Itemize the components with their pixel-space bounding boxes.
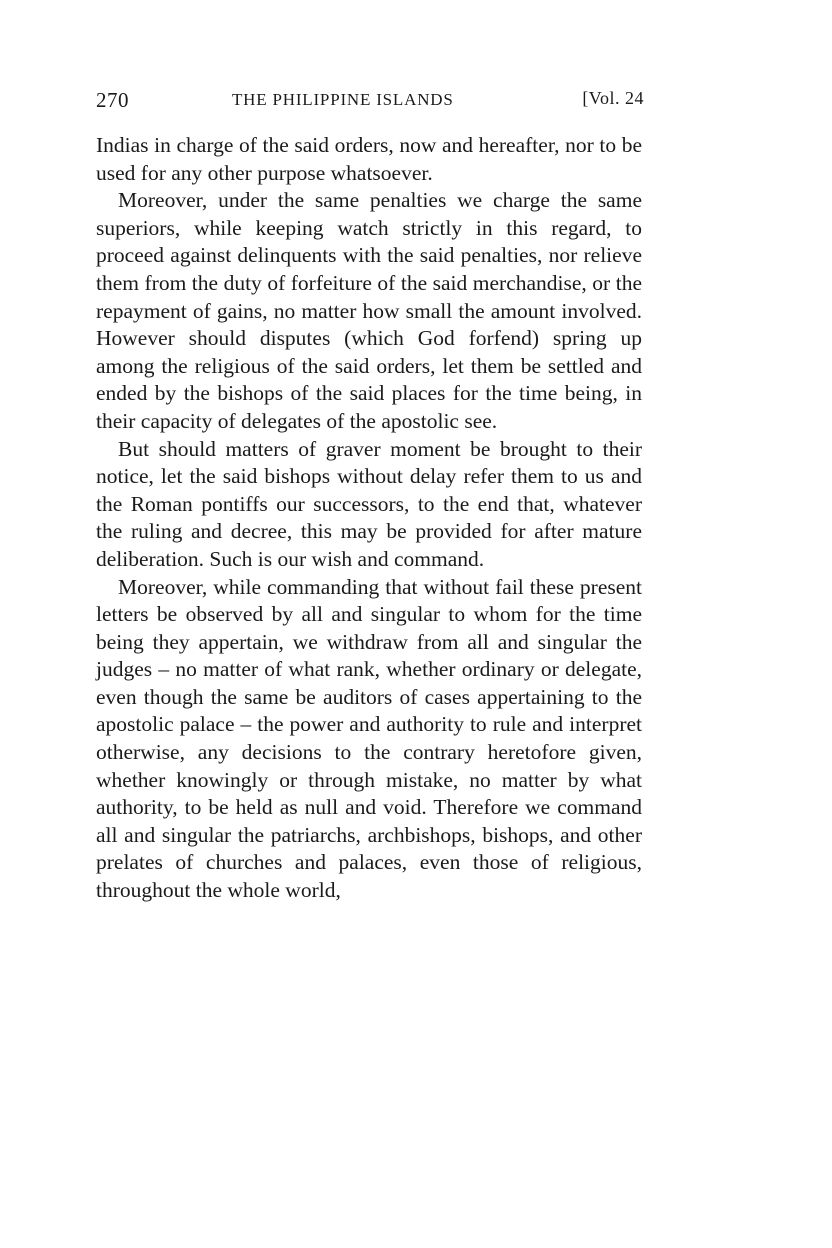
volume-label: [Vol. 24 bbox=[582, 88, 644, 108]
paragraph-1: Indias in charge of the said orders, now and hereafter, nor to be used for any other purpose whatsoever. bbox=[96, 133, 642, 185]
paragraph-3: But should matters of graver moment be brought to their notice, let the said bishops without delay refer them to us and the Roman pontiffs our successors, to the end that, whatever the ruling and decree, this may be provided for after mature deliberation. Such is our wish and command. bbox=[96, 436, 642, 571]
running-head bbox=[96, 88, 644, 114]
paragraph-4: Moreover, while commanding that without fail these present letters be observed by all and singular to whom for the time being they appertain, we withdraw from all and singular the judges – no matter of what rank, whether ordinary or delegate, even though the same be auditors of cases appertaining to the apostolic palace – the power and authority to rule and interpret otherwise, any decisions to the contrary heretofore given, whether knowingly or through mistake, no matter by what authority, to be held as null and void. Therefore we command all and singular the patriarchs, archbishops, bishops, and other prelates of churches and palaces, even those of religious, throughout the whole world, bbox=[96, 574, 642, 903]
paragraph-2: Moreover, under the same penalties we charge the same superiors, while keeping watch strictly in this regard, to proceed against delinquents with the said penalties, nor relieve them from the duty of forfeiture of the said merchandise, or the repayment of gains, no matter how small the amount involved. However should disputes (which God forfend) spring up among the religious of the said orders, let them be settled and ended by the bishops of the said places for the time being, in their capacity of delegates of the apostolic see. bbox=[96, 188, 642, 433]
body-text bbox=[96, 132, 642, 905]
running-title: THE PHILIPPINE ISLANDS bbox=[232, 90, 454, 109]
page-number: 270 bbox=[96, 88, 129, 112]
